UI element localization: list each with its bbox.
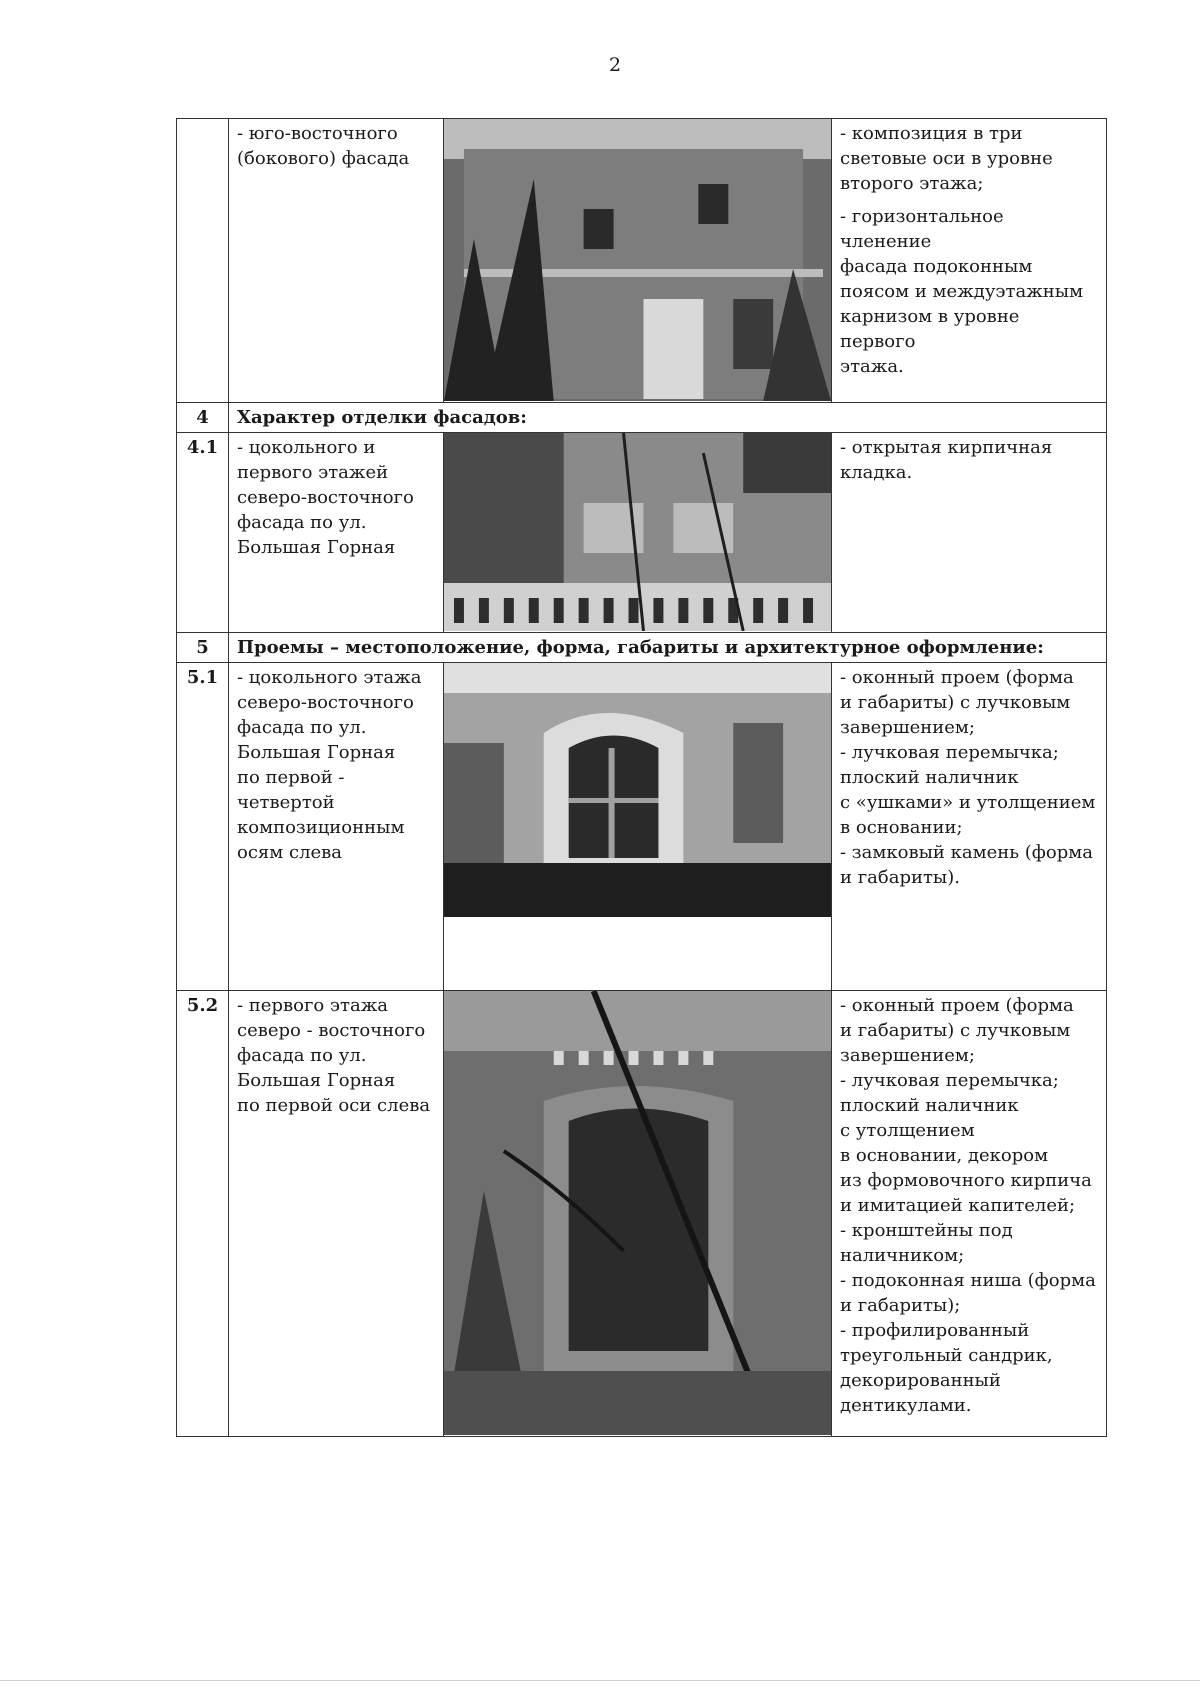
row-number: 5.2 bbox=[177, 991, 229, 1437]
section-number: 4 bbox=[177, 403, 229, 433]
protected-features bbox=[832, 991, 1107, 1437]
table-row-4-1 bbox=[177, 433, 1107, 633]
southeast-facade-photo bbox=[444, 119, 831, 401]
feature-item: - композиция в три световые оси в уровне второго этажа; bbox=[840, 123, 1053, 194]
table-row-5-1 bbox=[177, 663, 1107, 991]
page-number: 2 bbox=[608, 54, 622, 76]
first-floor-window-photo bbox=[444, 991, 831, 1435]
section-title: Характер отделки фасадов: bbox=[229, 403, 1107, 433]
element-description: - цокольного и первого этажей северо-восточного фасада по ул. Большая Горная bbox=[229, 433, 444, 633]
facade-photo-cell bbox=[444, 119, 832, 403]
table-row-5-2 bbox=[177, 991, 1107, 1437]
feature-item: - оконный проем (форма и габариты) с лучковым завершением; - лучковая перемычка; плоский наличник с утолщением в основании, декором из формовочного кирпича и имитацией капителей; - кронштейны под наличником; - подоконная ниша (форма и габариты); - профилированный треугольный сандрик, декорированный дентикулами. bbox=[840, 995, 1096, 1416]
row-number: 4.1 bbox=[177, 433, 229, 633]
section-title: Проемы – местоположение, форма, габариты и архитектурное оформление: bbox=[229, 633, 1107, 663]
facade-photo-cell bbox=[444, 433, 832, 633]
facade-photo-cell bbox=[444, 663, 832, 991]
row-number: 5.1 bbox=[177, 663, 229, 991]
basement-window-photo bbox=[444, 663, 831, 917]
feature-item: - открытая кирпичная кладка. bbox=[840, 437, 1053, 483]
row-number bbox=[177, 119, 229, 403]
element-description: - юго-восточного (бокового) фасада bbox=[229, 119, 444, 403]
element-description: - цокольного этажа северо-восточного фасада по ул. Большая Горная по первой - четвертой композиционным осям слева bbox=[229, 663, 444, 991]
element-description: - первого этажа северо - восточного фасада по ул. Большая Горная по первой оси слева bbox=[229, 991, 444, 1437]
protected-features bbox=[832, 663, 1107, 991]
heritage-features-table bbox=[176, 118, 1107, 1437]
protected-features bbox=[832, 119, 1107, 403]
section-row-4 bbox=[177, 403, 1107, 433]
feature-item: - горизонтальное членение фасада подоконным поясом и междуэтажным карнизом в уровне первого этажа. bbox=[840, 206, 1084, 377]
facade-photo-cell bbox=[444, 991, 832, 1437]
table-row-southeast-facade bbox=[177, 119, 1107, 403]
feature-item: - оконный проем (форма и габариты) с лучковым завершением; - лучковая перемычка; плоский наличник с «ушками» и утолщением в основании; - замковый камень (форма и габариты). bbox=[840, 667, 1096, 888]
protected-features bbox=[832, 433, 1107, 633]
brickwork-photo bbox=[444, 433, 831, 631]
section-number: 5 bbox=[177, 633, 229, 663]
scan-edge-line bbox=[0, 1680, 1200, 1681]
section-row-5 bbox=[177, 633, 1107, 663]
